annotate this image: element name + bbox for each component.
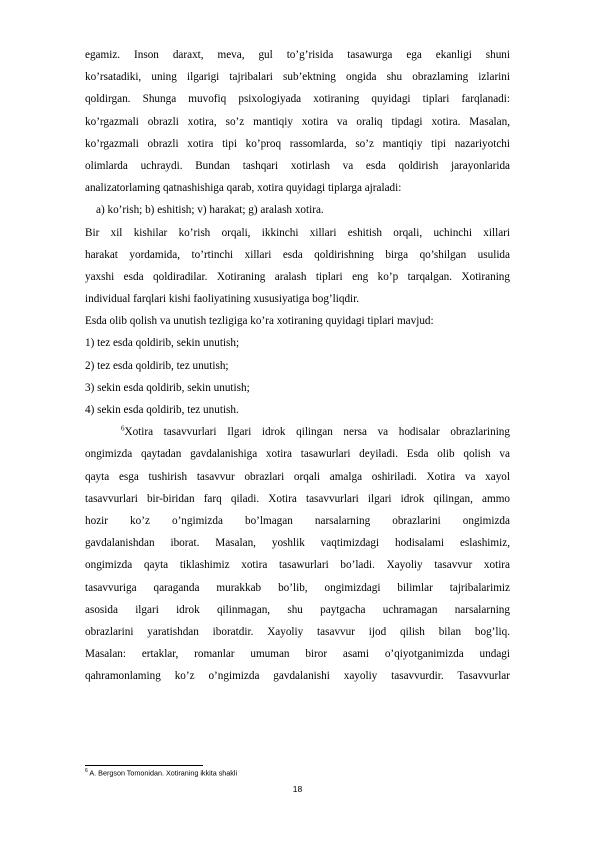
text-line-content: 2) tez esda qoldirib, tez unutish; (85, 359, 229, 372)
text-line-content: 3) sekin esda qoldirib, sekin unutish; (85, 381, 250, 394)
text-line-content: Masalan: ertaklar, romanlar umuman biror asami o’qiyotganimizda undagi (85, 648, 510, 661)
text-line (85, 288, 510, 310)
text-line-content: individual farqlari kishi faoliyatining xususiyatiga bog’liqdir. (85, 293, 360, 306)
text-line-content: 1) tez esda qoldirib, sekin unutish; (85, 337, 240, 350)
text-line-content: gavdalanishdan iborat. Masalan, yoshlik vaqtimizdagi hodisalami eslashimiz, (85, 537, 510, 550)
text-line-content: harakat yordamida, to’rtinchi xillari esda qoldirishning birga qo’shilgan usulida (85, 248, 510, 261)
text-line (85, 577, 510, 599)
text-line (85, 532, 510, 554)
text-line (85, 554, 510, 576)
text-line-content: yaxshi esda qoldiradilar. Xotiraning aralash tiplari eng ko’p tarqalgan. Xotiraning (85, 270, 510, 283)
text-line-content: ongimizda qayta tiklashimiz xotira tasawurlari bo’ladi. Xayoliy tasavvur xotira (85, 559, 510, 572)
text-line (85, 199, 510, 221)
text-line-content: asosida ilgari idrok qilinmagan, shu paytgacha uchramagan narsalarning (85, 603, 510, 616)
text-line (85, 377, 510, 399)
text-line (85, 355, 510, 377)
footnote-separator (85, 765, 203, 766)
text-line-content: ongimizda qaytadan gavdalanishiga xotira tasawurlari deyiladi. Esda olib qolish va (85, 448, 510, 461)
text-line-content: analizatorlaming qatnashishiga qarab, xotira quyidagi tiplarga ajraladi: (85, 182, 402, 195)
text-line (85, 510, 510, 532)
text-line (85, 643, 510, 665)
text-line (85, 44, 510, 66)
text-line (85, 665, 510, 687)
text-line-content: ko’rsatadiki, uning ilgarigi tajribalari sub’ektning ongida shu obrazlaming izlarini (85, 71, 510, 84)
text-line (85, 421, 510, 443)
text-line (85, 466, 510, 488)
text-line-content: qayta esga tushirish tasavvur obrazlari orqali amalga oshiriladi. Xotira va xayol (85, 470, 510, 483)
text-line (85, 177, 510, 199)
text-line (85, 621, 510, 643)
text-line (85, 310, 510, 332)
text-line (85, 399, 510, 421)
text-line-content: obrazlarini yaratishdan iboratdir. Xayoliy tasavvur ijod qilish bilan bog’liq. (85, 625, 510, 638)
text-line-content: olimlarda uchraydi. Bundan tashqari xotirlash va esda qoldirish jarayonlarida (85, 159, 510, 172)
page-number: 18 (292, 784, 303, 794)
text-line-content: tasavvuriga qaraganda murakkab bo’lib, ongimizdagi bilimlar tajribalarimiz (85, 581, 510, 594)
footnote-text: A. Bergson Tomonidan. Xotiraning ikkita shakli (87, 768, 238, 778)
footnote (85, 768, 237, 777)
text-line (85, 443, 510, 465)
body-text (85, 44, 510, 687)
text-line-content: ko’rgazmali obrazli xotira tipi ko’proq rassomlarda, so’z mantiqiy tipi nazariyotchi (85, 137, 510, 150)
footnote-number: 6 (85, 768, 88, 774)
footnote-reference: 6 (121, 424, 125, 433)
text-line (85, 222, 510, 244)
text-line-content: ko’rgazmali obrazli xotira, so’z mantiqiy xotira va oraliq tipdagi xotira. Masalan, (85, 115, 510, 128)
text-line (85, 155, 510, 177)
text-line-content: hozir ko’z o’ngimizda bo’lmagan narsalarning obrazlarini ongimizda (85, 514, 510, 527)
text-line-content: Bir xil kishilar ko’rish orqali, ikkinchi xillari eshitish orqali, uchinchi xillari (85, 226, 510, 239)
text-line (85, 111, 510, 133)
text-line (85, 488, 510, 510)
text-line (85, 88, 510, 110)
text-line-content: a) ko’rish; b) eshitish; v) harakat; g) aralash xotira. (96, 204, 324, 217)
text-line (85, 599, 510, 621)
text-line (85, 244, 510, 266)
text-line-content: Esda olib qolish va unutish tezligiga ko’ra xotiraning quyidagi tiplari mavjud: (85, 315, 434, 328)
text-line-content: 4) sekin esda qoldirib, tez unutish. (85, 404, 239, 416)
text-line-content: qahramonlaming ko’z o’ngimizda gavdalanishi xayoliy tasavvurdir. Tasavvurlar (85, 670, 510, 683)
text-line (85, 266, 510, 288)
text-line (85, 332, 510, 354)
text-line-content: tasavvurlari bir-biridan farq qiladi. Xotira tasavvurlari ilgari idrok qilingan, ammo (85, 492, 510, 505)
text-line (85, 133, 510, 155)
text-line-content: qoldirgan. Shunga muvofiq psixologiyada xotiraning quyidagi tiplari farqlanadi: (85, 93, 510, 106)
text-line (85, 66, 510, 88)
text-line-content: egamiz. Inson daraxt, meva, gul to’g’risida tasawurga ega ekanligi shuni (85, 49, 510, 61)
text-line-content: Xotira tasavvurlari Ilgari idrok qilingan nersa va hodisalar obrazlarining (124, 426, 510, 439)
